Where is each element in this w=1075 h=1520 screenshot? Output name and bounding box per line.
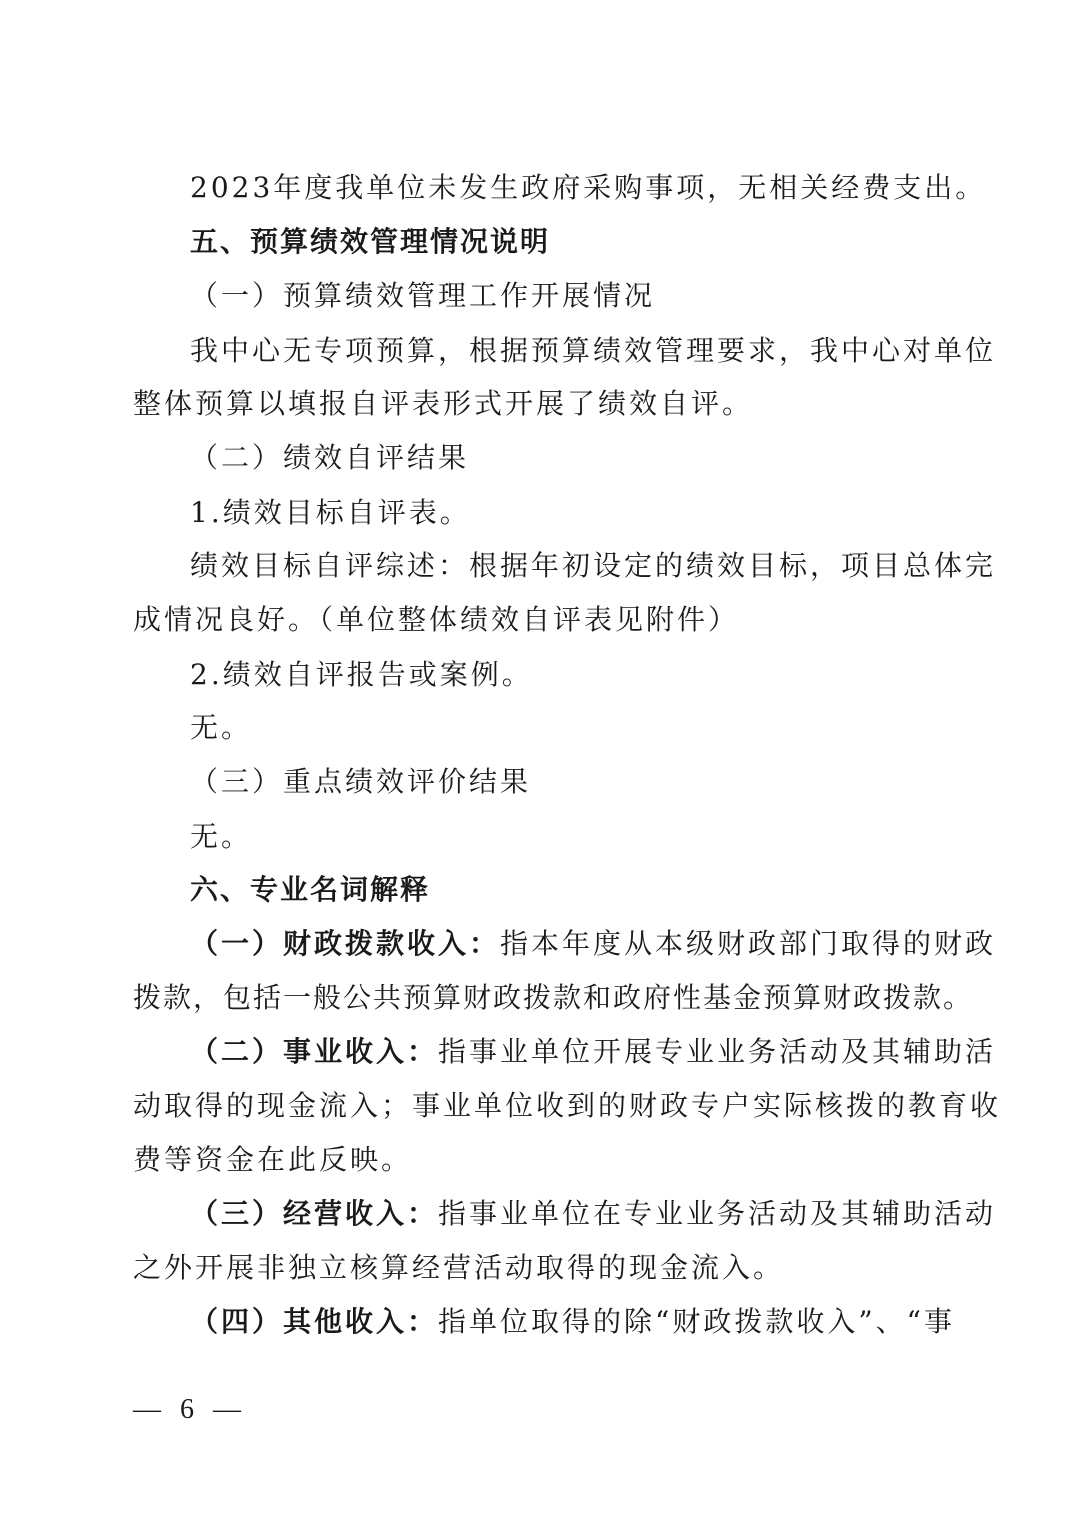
term-definition-first-line <box>190 1032 996 1072</box>
term-text: 指事业单位开展专业业务活动及其辅助活 <box>438 1035 997 1068</box>
item-heading: 1.绩效目标自评表。 <box>190 496 471 529</box>
paragraph-line: 整体预算以填报自评表形式开展了绩效自评。 <box>133 387 754 420</box>
term-text: 指本年度从本级财政部门取得的财政 <box>500 927 997 960</box>
section-six-heading: 六、专业名词解释 <box>190 873 431 906</box>
paragraph-line: 无。 <box>190 820 253 853</box>
term-definition-first-line <box>190 1194 996 1234</box>
subsection-one-heading: （一）预算绩效管理工作开展情况 <box>190 279 656 312</box>
term-label: （三）经营收入： <box>190 1197 439 1230</box>
term-definition-first-line <box>190 1302 955 1342</box>
paragraph-line: 无。 <box>190 711 253 744</box>
procurement-statement: 2023年度我单位未发生政府采购事项，无相关经费支出。 <box>190 171 987 204</box>
term-definition-first-line <box>190 924 996 964</box>
term-label: （一）财政拨款收入： <box>190 927 501 960</box>
paragraph-line: 我中心无专项预算，根据预算绩效管理要求，我中心对单位 <box>190 334 997 367</box>
term-definition-line: 之外开展非独立核算经营活动取得的现金流入。 <box>133 1251 785 1284</box>
term-definition-line: 动取得的现金流入；事业单位收到的财政专户实际核拨的教育收 <box>133 1089 1002 1122</box>
paragraph-line: 绩效目标自评综述：根据年初设定的绩效目标，项目总体完 <box>190 549 997 582</box>
term-definition-line: 费等资金在此反映。 <box>133 1143 413 1176</box>
term-definition-line: 拨款，包括一般公共预算财政拨款和政府性基金预算财政拨款。 <box>133 981 974 1014</box>
term-label: （二）事业收入： <box>190 1035 439 1068</box>
item-heading: 2.绩效自评报告或案例。 <box>190 658 533 691</box>
subsection-two-heading: （二）绩效自评结果 <box>190 441 470 474</box>
page-number: — 6 — <box>133 1394 247 1425</box>
paragraph-line: 成情况良好。（单位整体绩效自评表见附件） <box>133 603 740 636</box>
term-label: （四）其他收入： <box>190 1305 439 1338</box>
section-five-heading: 五、预算绩效管理情况说明 <box>190 225 551 258</box>
term-text: 指单位取得的除“财政拨款收入”、“事 <box>438 1305 955 1338</box>
term-text: 指事业单位在专业业务活动及其辅助活动 <box>438 1197 997 1230</box>
subsection-three-heading: （三）重点绩效评价结果 <box>190 765 532 798</box>
